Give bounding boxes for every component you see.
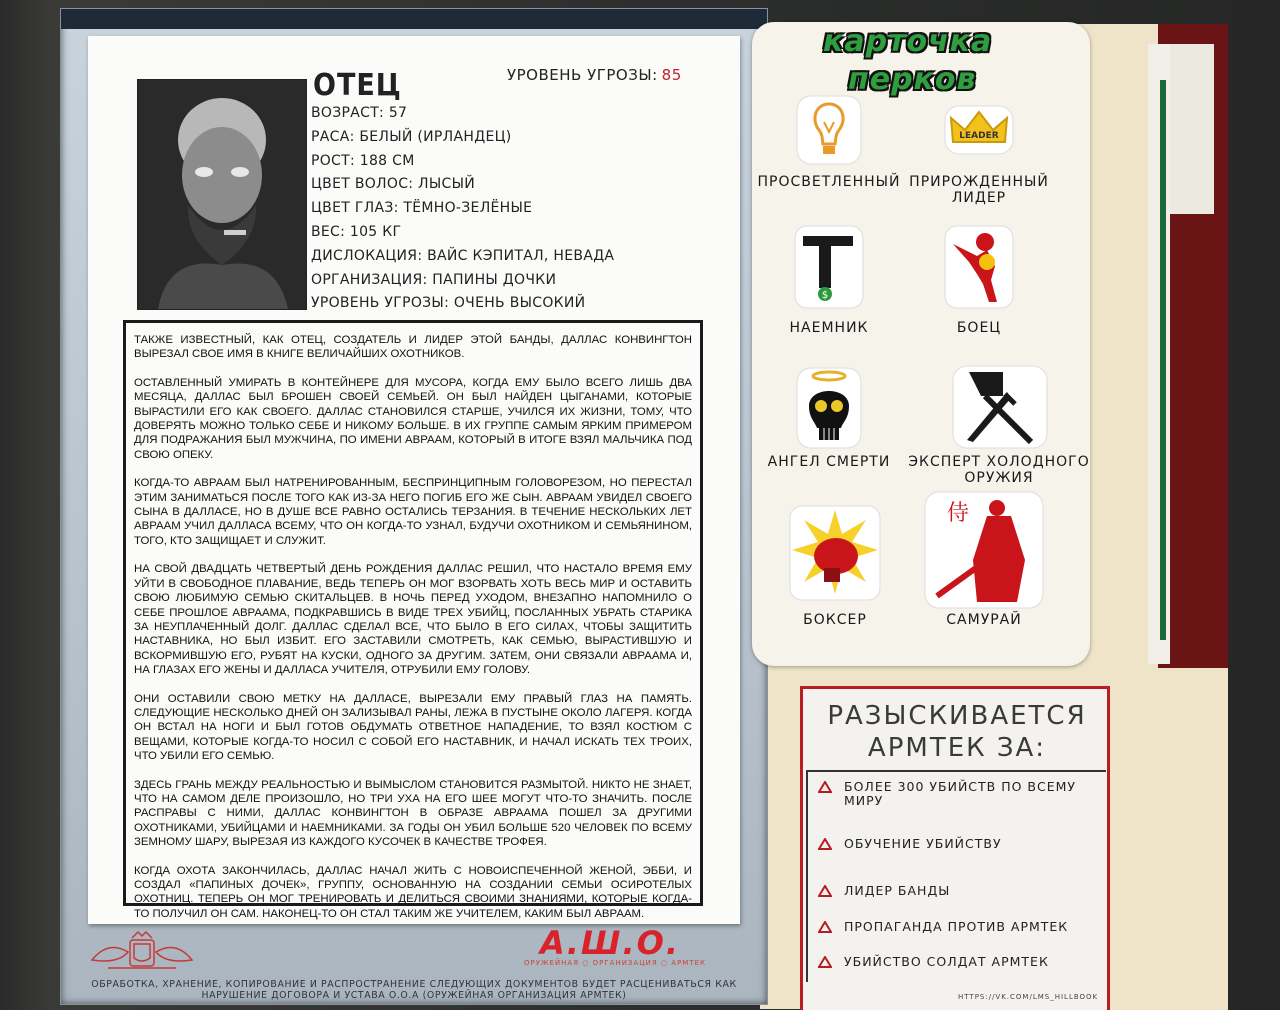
- perk-born-leader: [906, 92, 1052, 206]
- biography-box: [123, 320, 703, 920]
- awo-logo: А.Ш.О.: [540, 924, 680, 962]
- perk-label: НАЕМНИК: [789, 320, 869, 336]
- sleeve-band: [61, 9, 767, 29]
- wanted-item-text: ОБУЧЕНИЕ УБИЙСТВУ: [844, 836, 1002, 851]
- field-eyes: ЦВЕТ ГЛАЗ: ТЁМНО-ЗЕЛЁНЫЕ: [311, 200, 533, 217]
- lightbulb-icon: [791, 92, 867, 168]
- wanted-item-text: ЛИДЕР БАНДЫ: [844, 883, 951, 898]
- warning-triangle-icon: [818, 921, 832, 933]
- warning-triangle-icon: [818, 885, 832, 897]
- perk-label: БОКСЕР: [803, 612, 867, 628]
- bio-paragraph: ОНИ ОСТАВИЛИ СВОЮ МЕТКУ НА ДАЛЛАСЕ, ВЫРЕЗАЛИ ЕМУ ПРАВЫЙ ГЛАЗ НА ПАМЯТЬ. СЛЕДУЮЩИЕ НЕСКОЛЬКО ДНЕЙ ОН ЗАЛИЗЫВАЛ РАНЫ, ЛЕЖА В ПУСТЫНЕ ОКОЛО ЛАГЕРЯ. КОГДА ОН ВСТАЛ НА НОГИ И БЫЛ ГОТОВ ОБДУМАТЬ ОТВЕТНОЕ НАПАДЕНИЕ, ТО ВЗЯЛ КОСТЮМ С ВЕЩАМИ, КОТОРЫЕ КОГДА-ТО НОСИЛ С СОБОЙ ЕГО НАСТАВНИК, И НАЧАЛ ИСКАТЬ ТЕХ ТРОИХ, ЧТО УБИЛИ ЕГО СЕМЬЮ.: [134, 692, 692, 763]
- field-age: ВОЗРАСТ: 57: [311, 105, 408, 121]
- wanted-item: [818, 780, 1088, 808]
- threat-value: 85: [661, 66, 682, 84]
- svg-text:$: $: [821, 290, 829, 301]
- wanted-title: РАЗЫСКИВАЕТСЯ АРМТЕК ЗА:: [827, 701, 1087, 763]
- blades-icon: [945, 364, 1055, 450]
- folder-paper-strip: [1170, 44, 1214, 214]
- perk-label: ПРИРОЖДЕННЫЙ ЛИДЕР: [909, 174, 1049, 206]
- perk-label: АНГЕЛ СМЕРТИ: [767, 454, 891, 470]
- wanted-item: [818, 884, 1088, 898]
- crest-logo: [88, 930, 196, 974]
- perk-label: ЭКСПЕРТ ХОЛОДНОГО ОРУЖИЯ: [908, 454, 1090, 486]
- wanted-item-text: УБИЙСТВО СОЛДАТ АРМТЕК: [844, 954, 1049, 969]
- perk-samurai: [910, 490, 1058, 628]
- perk-label: ПРОСВЕТЛЕННЫЙ: [757, 174, 901, 190]
- source-credit: HTTPS://VK.COM/LMS_HILLBOOK: [958, 993, 1099, 1001]
- field-organization: ОРГАНИЗАЦИЯ: ПАПИНЫ ДОЧКИ: [311, 271, 557, 288]
- field-height: РОСТ: 188 СМ: [311, 152, 415, 169]
- perk-boxer: [770, 500, 900, 628]
- boxing-glove-icon: [782, 500, 888, 606]
- perk-card-title: перков: [848, 62, 977, 97]
- wanted-item-text: ПРОПАГАНДА ПРОТИВ АРМТЕК: [844, 919, 1069, 934]
- warning-triangle-icon: [818, 838, 832, 850]
- folder-tab: [1100, 668, 1228, 1010]
- perk-label: САМУРАЙ: [946, 612, 1022, 628]
- wanted-item-text: БОЛЕЕ 300 УБИЙСТВ ПО ВСЕМУ МИРУ: [844, 779, 1077, 808]
- portrait-image: [138, 80, 306, 309]
- field-location: ДИСЛОКАЦИЯ: ВАЙС КЭПИТАЛ, НЕВАДА: [311, 247, 615, 264]
- perk-enlightened: [756, 92, 902, 190]
- field-threat: УРОВЕНЬ УГРОЗЫ: ОЧЕНЬ ВЫСОКИЙ: [311, 295, 586, 312]
- bio-paragraph: КОГДА-ТО АВРААМ БЫЛ НАТРЕНИРОВАННЫМ, БЕСПРИНЦИПНЫМ ГОЛОВОРЕЗОМ, НО ПЕРЕСТАЛ ЭТИМ ЗАНИМАТЬСЯ ПОСЛЕ ТОГО КАК ИЗ-ЗА НЕГО ПОГИБ ЕГО ЖЕ СЫН. АВРААМ УВИДЕЛ СВОЕГО СЫНА В ДАЛЛАСЕ, НО В ДУШЕ ВСЕ РАВНО ОСТАЛИСЬ ТЕРЗАНИЯ. В ТЕЧЕНИЕ НЕСКОЛЬКИХ ЛЕТ АВРААМ УЧИЛ ДАЛЛАСА ВСЕМУ, ЧТО ОН КОГДА-ТО УЗНАЛ, БУДУЧИ ОХОТНИКОМ И СЕМЬЯНИНОМ, ТОГО, КТО ЗАЩИЩАЕТ И СЛУЖИТ.: [134, 477, 692, 547]
- subject-fields: [311, 102, 614, 316]
- bio-paragraph: КОГДА ОХОТА ЗАКОНЧИЛАСЬ, ДАЛЛАС НАЧАЛ ЖИТЬ С НОВОИСПЕЧЕННОЙ ЖЕНОЙ, ЭББИ, И СОЗДАЛ «ПАПИНЫХ ДОЧЕК», ГРУППУ, ОСНОВАННУЮ НА СОЗДАНИИ СЕМЬИ ОСИРОТЕЛЫХ ОХОТНИЦ. ТЕПЕРЬ ОН МОГ ТРЕНИРОВАТЬ И ДЕЛИТЬСЯ СВОИМИ ЗНАНИЯМИ, КОТОРЫЕ КОГДА-ТО ПОЛУЧИЛ ОН САМ. НАКОНЕЦ-ТО ОН СТАЛ ТАКИМ ЖЕ УЧИТЕЛЕМ, КАКИМ БЫЛ АВРААМ.: [134, 864, 692, 920]
- perk-mercenary: [756, 222, 902, 336]
- uzi-icon: [789, 222, 869, 312]
- wanted-item: [818, 837, 1088, 851]
- warning-triangle-icon: [818, 956, 832, 968]
- subject-name: ОТЕЦ: [313, 68, 402, 103]
- perk-card-title: карточка: [823, 24, 993, 59]
- bio-paragraph: ОСТАВЛЕННЫЙ УМИРАТЬ В КОНТЕЙНЕРЕ ДЛЯ МУСОРА, КОГДА ЕМУ БЫЛО ВСЕГО ЛИШЬ ДВА МЕСЯЦА, ДАЛЛАС БЫЛ БРОШЕН СВОЕЙ СЕМЬЕЙ. ОН БЫЛ НАЙДЕН ЦЫГАНАМИ, КОТОРЫЕ ВЫРАСТИЛИ ЕГО КАК СВОЕГО. ДАЛЛАС СТАНОВИЛСЯ СТАРШЕ, УЧИЛСЯ ИХ ЖИЗНИ, ТОМУ, ЧТО ДОВЕРЯТЬ МОЖНО ТОЛЬКО СЕБЕ И НИКОМУ БОЛЬШЕ. В ИХ ГРУППЕ САМЫМ ЯРКИМ ПРИМЕРОМ ДЛЯ ПОДРАЖАНИЯ БЫЛ МУЖЧИНА, ПО ИМЕНИ АВРААМ, КОТОРЫЙ В ИТОГЕ ВЗЯЛ МАЛЬЧИКА ПОД СВОЮ ОПЕКУ.: [134, 376, 692, 461]
- folder-stripe: [1160, 80, 1166, 640]
- bio-paragraph: НА СВОЙ ДВАДЦАТЬ ЧЕТВЕРТЫЙ ДЕНЬ РОЖДЕНИЯ ДАЛЛАС РЕШИЛ, ЧТО НАСТАЛО ВРЕМЯ ЕМУ УЙТИ В СВОБОДНОЕ ПЛАВАНИЕ, ВЕДЬ ТЕПЕРЬ ОН МОГ ВЗОРВАТЬ ХОТЬ ВЕСЬ МИР И ОСТАВИТЬ СВОЮ ЛЮБИМУЮ СЕМЬЮ СКИТАЛЬЦЕВ. В НОЧЬ ПЕРЕД УХОДОМ, ВНЕЗАПНО НАПОМНИЛО О СЕБЕ ПРОШЛОЕ АВРААМА, ПОДКРАВШИСЬ В ВИДЕ ТРЕХ УБИЙЦ, ПОСЛАННЫХ УБРАТЬ СТАРИКА ЗА НЕУПЛАЧЕННЫЙ ДОЛГ. ДАЛЛАС СДЕЛАЛ ВСЕ, ЧТО БЫЛО В ЕГО СИЛАХ, ЧТОБЫ ЗАЩИТИТЬ НАСТАВНИКА, НО БЫЛ ИЗБИТ. ЕГО ЗАСТАВИЛИ СМОТРЕТЬ, КАК СЕМЬЮ, ВЫРАСТИВШУЮ И ВСКОРМИВШУЮ ЕГО, РУБЯТ НА КУСКИ, ОДНОГО ЗА ДРУГИМ. ЗАТЕМ, ОНИ СВЯЗАЛИ АВРААМА И, НА ГЛАЗАХ ЕГО ЖЕНЫ И ДАЛЛАСА УЧИТЕЛЯ, ОТРУБИЛИ ЕМУ ГОЛОВУ.: [134, 563, 692, 677]
- field-hair: ЦВЕТ ВОЛОС: ЛЫСЫЙ: [311, 176, 476, 193]
- awo-logo-subtitle: ОРУЖЕЙНАЯ ○ ОРГАНИЗАЦИЯ ○ АРМТЕК: [523, 959, 707, 967]
- wanted-item: [818, 920, 1088, 934]
- legal-notice: ОБРАБОТКА, ХРАНЕНИЕ, КОПИРОВАНИЕ И РАСПРОСТРАНЕНИЕ СЛЕДУЮЩИХ ДОКУМЕНТОВ БУДЕТ РАСЦЕНИВАТЬСЯ КАК НАРУШЕНИЕ ДОГОВОРА И УСТАВА О.О.А (ОРУЖЕЙНАЯ ОРГАНИЗАЦИЯ АРМТЕК): [91, 979, 737, 1001]
- perk-fighter: [906, 222, 1052, 336]
- crown-icon-text: LEADER: [959, 131, 999, 141]
- samurai-icon-text: 侍: [947, 501, 970, 526]
- bio-paragraph: ЗДЕСЬ ГРАНЬ МЕЖДУ РЕАЛЬНОСТЬЮ И ВЫМЫСЛОМ СТАНОВИТСЯ РАЗМЫТОЙ. НИКТО НЕ ЗНАЕТ, ЧТО НА САМОМ ДЕЛЕ ПРОИЗОШЛО, НО ТРИ УХА НА ЕГО ШЕЕ МОГУТ ЧТО-ТО ЗНАЧИТЬ. ПОСЛЕ РАСПРАВЫ С НИМИ, ДАЛЛАС КОНВИНГТОН В ОБРАЗЕ АВРААМА ПОШЕЛ ЗА ДРУГИМИ ОХОТНИКАМИ, УБИЙЦАМИ И НАЕМНИКАМИ. ЗА ГОДЫ ОН УБИЛ БОЛЬШЕ 520 ЧЕЛОВЕК ПО ВСЕМУ ЗЕМНОМУ ШАРУ, ВЫРЕЗАЯ ИЗ КАЖДОГО КУСОЧЕК В КАЧЕСТВЕ ТРОФЕЯ.: [134, 778, 692, 849]
- bio-paragraph: ТАКЖЕ ИЗВЕСТНЫЙ, КАК ОТЕЦ, СОЗДАТЕЛЬ И ЛИДЕР ЭТОЙ БАНДЫ, ДАЛЛАС КОНВИНГТОН ВЫРЕЗАЛ СВОЕ ИМЯ В КНИГЕ ВЕЛИЧАЙШИХ ОХОТНИКОВ.: [134, 334, 692, 361]
- field-race: РАСА: БЕЛЫЙ (ИРЛАНДЕЦ): [311, 128, 512, 145]
- fighter-icon: [939, 222, 1019, 312]
- perk-angel-of-death: [756, 366, 902, 470]
- samurai-icon: [921, 490, 1047, 610]
- warning-triangle-icon: [818, 781, 832, 793]
- perk-label: БОЕЦ: [956, 320, 1002, 336]
- crown-icon: [941, 92, 1017, 168]
- threat-label: УРОВЕНЬ УГРОЗЫ:: [507, 66, 658, 84]
- field-weight: ВЕС: 105 КГ: [311, 223, 402, 240]
- folder-paper-strip: [1148, 44, 1170, 664]
- wanted-item: [818, 955, 1088, 969]
- perk-melee-expert: [904, 364, 1096, 486]
- skull-icon: [789, 366, 869, 450]
- portrait-photo: [137, 79, 307, 310]
- threat-level: [507, 66, 682, 84]
